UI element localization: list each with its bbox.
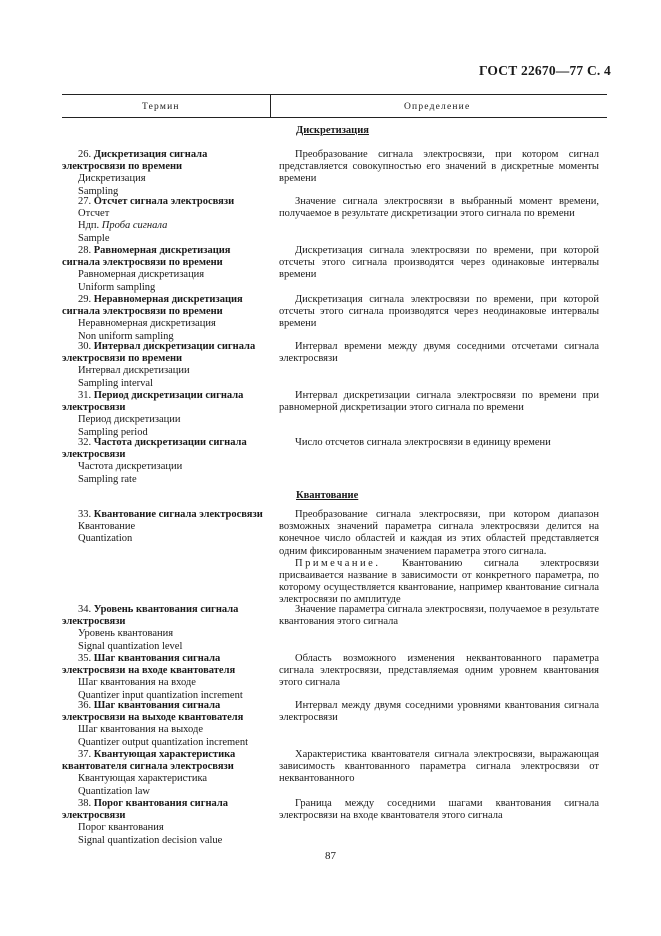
term-short: Интервал дискретизации <box>78 365 190 377</box>
definition-text: Преобразование сигнала электросвязи, при котором диапазон возможных значений параметра сигнала электросвязи делится на конечное число областей и каждая из этих областей представляется одним фиксированным значением параметра этого сигнала. <box>279 509 599 557</box>
term-title <box>62 653 268 677</box>
term-short: Отсчет <box>78 208 110 220</box>
term-definition <box>279 294 599 331</box>
term-name: Период дискретизации сигнала электросвязи <box>62 390 244 414</box>
table-column-divider <box>270 94 271 117</box>
term-name: Интервал дискретизации сигнала электросвязи по времени <box>62 341 256 365</box>
term-title <box>62 196 268 208</box>
term-short: Дискретизация <box>78 173 146 185</box>
term-english: Quantizer output quantization increment <box>78 736 248 748</box>
definition-text: Преобразование сигнала электросвязи, при котором сигнал представляется совокупностью его значений в дискретные моменты времени <box>279 149 599 185</box>
term-title <box>62 294 268 318</box>
term-short: Период дискретизации <box>78 414 181 426</box>
term-number: 33. <box>78 509 92 520</box>
term-definition <box>279 653 599 690</box>
term-name: Квантование сигнала электросвязи <box>93 509 263 520</box>
term-short: Частота дискретизации <box>78 461 183 473</box>
term-short: Равномерная дискретизация <box>78 269 205 281</box>
term-definition <box>279 245 599 282</box>
definition-text: Интервал дискретизации сигнала электросвязи по времени при равномерной дискретизации этого сигнала по времени <box>279 390 599 414</box>
term-short: Квантование <box>78 521 136 533</box>
term-entry <box>62 341 268 390</box>
term-english: Uniform sampling <box>78 281 156 293</box>
definition-text: Интервал времени между двумя соседними отсчетами сигнала электросвязи <box>279 341 599 365</box>
term-definition <box>279 749 599 786</box>
definition-text: Интервал между двумя соседними уровнями квантования сигнала электросвязи <box>279 700 599 724</box>
term-short: Порог квантования <box>78 822 164 834</box>
term-english: Quantization law <box>78 785 151 797</box>
term-short: Шаг квантования на входе <box>78 677 196 689</box>
term-english: Quantization <box>78 533 133 545</box>
table-header-rule <box>62 117 607 118</box>
term-entry <box>62 749 268 798</box>
term-entry <box>62 509 268 546</box>
term-entry <box>62 437 268 486</box>
term-name: Шаг квантования сигнала электросвязи на входе квантователя <box>62 653 236 677</box>
term-title <box>62 149 268 173</box>
term-entry <box>62 604 268 653</box>
term-entry <box>62 390 268 439</box>
column-header-term: Термин <box>142 102 180 112</box>
term-number: 31. <box>78 390 92 401</box>
term-name: Уровень квантования сигнала электросвязи <box>62 604 239 628</box>
definition-text: Область возможного изменения неквантованного параметра сигнала электросвязи, представляемая одним уровнем квантования этого сигнала <box>279 653 599 689</box>
term-entry <box>62 294 268 343</box>
term-entry <box>62 149 268 198</box>
term-title <box>62 437 268 461</box>
definition-text: Характеристика квантователя сигнала электросвязи, выражающая зависимость квантованного параметра сигнала электросвязи от неквантованного <box>279 749 599 785</box>
term-english: Signal quantization level <box>78 640 183 652</box>
definition-text: Значение параметра сигнала электросвязи, получаемое в результате квантования этого сигнала <box>279 604 599 628</box>
term-definition <box>279 509 599 607</box>
term-title <box>62 509 268 521</box>
term-short: Шаг квантования на выходе <box>78 724 203 736</box>
term-number: 37. <box>78 749 92 760</box>
term-english: Sample <box>78 232 110 244</box>
term-english: Sampling interval <box>78 377 153 389</box>
term-title <box>62 749 268 773</box>
term-name: Частота дискретизации сигнала электросвязи <box>62 437 247 461</box>
page-number: 87 <box>325 850 336 862</box>
term-number: 34. <box>78 604 92 615</box>
term-short: Уровень квантования <box>78 628 174 640</box>
definition-text: Число отсчетов сигнала электросвязи в единицу времени <box>295 437 551 448</box>
term-number: 28. <box>78 245 92 256</box>
term-name: Квантующая характеристика квантователя сигнала электросвязи <box>62 749 236 773</box>
term-title <box>62 245 268 269</box>
term-entry <box>62 653 268 702</box>
term-name: Дискретизация сигнала электросвязи по времени <box>62 149 208 173</box>
term-entry <box>62 798 268 847</box>
note-text: Квантованию сигнала электросвязи присваивается название в зависимости от конкретного параметра, по которому осуществляется квантование, например квантование сигнала электросвязи по амплитуде <box>279 557 599 606</box>
term-name: Равномерная дискретизация сигнала электросвязи по времени <box>62 245 231 269</box>
term-entry <box>62 245 268 294</box>
term-name: Отсчет сигнала электросвязи <box>93 196 235 207</box>
term-english: Sampling <box>78 185 119 197</box>
term-entry <box>62 196 268 245</box>
term-definition <box>279 390 599 414</box>
definition-text: Дискретизация сигнала электросвязи по времени, при которой отсчеты этого сигнала производятся через неодинаковые интервалы времени <box>279 294 599 330</box>
term-number: 35. <box>78 653 92 664</box>
term-name: Неравномерная дискретизация сигнала электросвязи по времени <box>62 294 243 318</box>
definition-text: Граница между соседними шагами квантования сигнала электросвязи на входе квантователя этого сигнала <box>279 798 599 822</box>
term-title <box>62 341 268 365</box>
term-definition <box>279 798 599 822</box>
term-name: Порог квантования сигнала электросвязи <box>62 798 229 822</box>
term-short: Неравномерная дискретизация <box>78 318 216 330</box>
term-title <box>62 798 268 822</box>
section-title-sampling: Дискретизация <box>296 125 369 136</box>
definition-note <box>279 558 599 607</box>
term-english: Non uniform sampling <box>78 330 174 342</box>
table-top-rule <box>62 94 607 95</box>
term-name: Шаг квантования сигнала электросвязи на выходе квантователя <box>62 700 244 724</box>
term-english: Quantizer input quantization increment <box>78 689 243 701</box>
definition-text: Значение сигнала электросвязи в выбранный момент времени, получаемое в результате дискретизации этого сигнала по времени <box>279 196 599 220</box>
section-title-quantization: Квантование <box>296 490 359 501</box>
not-recommended-term: Проба сигнала <box>101 220 168 232</box>
term-definition <box>279 341 599 365</box>
term-english: Sampling period <box>78 426 148 438</box>
term-title <box>62 700 268 724</box>
term-english: Signal quantization decision value <box>78 834 223 846</box>
term-entry <box>62 700 268 749</box>
term-number: 36. <box>78 700 92 711</box>
term-definition <box>279 700 599 724</box>
definition-text: Дискретизация сигнала электросвязи по времени, при которой отсчеты этого сигнала производятся через одинаковые интервалы времени <box>279 245 599 281</box>
term-not-recommended <box>62 220 268 232</box>
term-number: 29. <box>78 294 92 305</box>
term-number: 27. <box>78 196 92 207</box>
term-title <box>62 390 268 414</box>
term-definition <box>279 196 599 220</box>
not-recommended-prefix: Ндп. <box>78 220 100 232</box>
term-definition <box>279 604 599 628</box>
column-header-definition: Определение <box>404 102 471 112</box>
term-number: 32. <box>78 437 92 448</box>
term-definition <box>279 437 599 449</box>
term-number: 26. <box>78 149 92 160</box>
term-number: 30. <box>78 341 92 352</box>
page-header: ГОСТ 22670—77 С. 4 <box>478 63 611 78</box>
term-number: 38. <box>78 798 92 809</box>
note-label: Примечание. <box>295 557 381 569</box>
term-short: Квантующая характеристика <box>78 773 208 785</box>
term-title <box>62 604 268 628</box>
term-definition <box>279 149 599 186</box>
term-english: Sampling rate <box>78 473 137 485</box>
